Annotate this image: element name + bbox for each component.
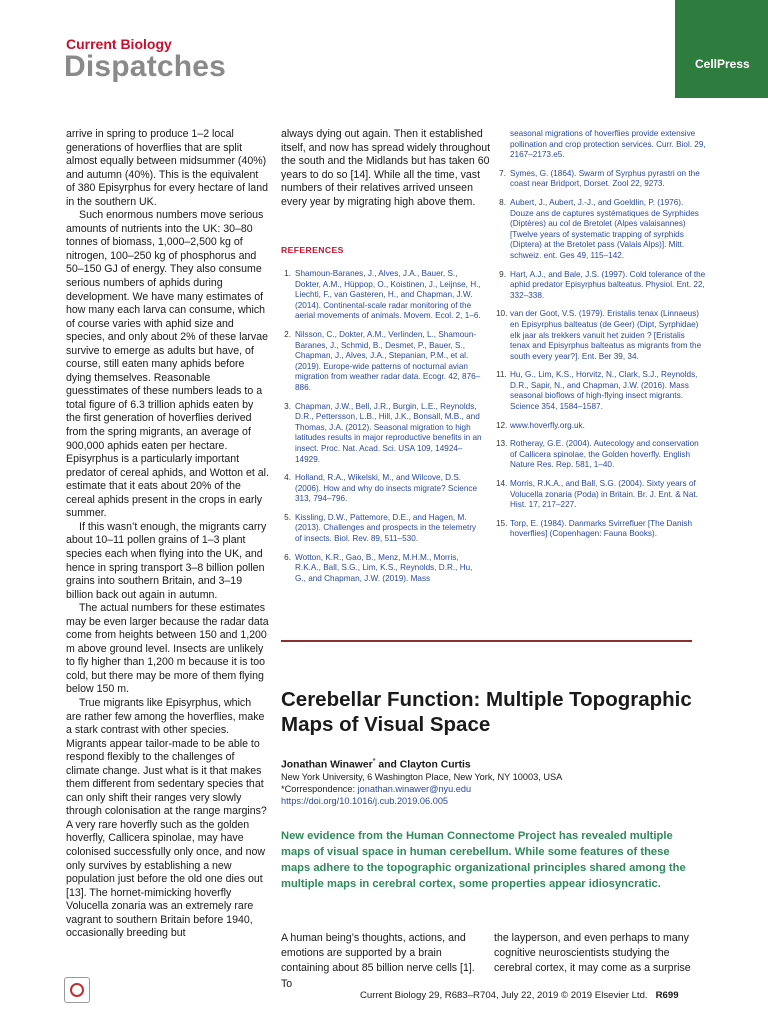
reference-item[interactable] <box>281 269 485 322</box>
correspondence-mark[interactable]: * <box>372 758 376 765</box>
reference-text: Rotheray, G.E. (2004). Autecology and conservation of Callicera spinolae, the Golden hoverfly. English Nature Res. Rep. 581, 1–40. <box>510 439 699 470</box>
section-title: Dispatches <box>64 50 227 83</box>
reference-text: Morris, R.K.A., and Ball, S.G. (2004). Sixty years of Volucella zonaria (Poda) in Britain. Br. J. Ent. & Nat. Hist. 17, 217–227. <box>510 479 698 510</box>
publisher-badge[interactable] <box>675 0 768 98</box>
reference-item[interactable] <box>281 513 485 545</box>
reference-number <box>496 129 510 161</box>
reference-number: 1. <box>284 269 291 278</box>
article-affiliation <box>281 772 562 807</box>
reference-text: Hart, A.J., and Bale, J.S. (1997). Cold tolerance of the aphid predator Episyrphus balteatus. Physiol. Ent. 22, 332–338. <box>510 269 706 300</box>
references-heading: REFERENCES <box>281 245 344 255</box>
reference-item[interactable] <box>496 198 706 262</box>
publisher-name: CellPress <box>695 57 750 71</box>
doi-link[interactable]: https://doi.org/10.1016/j.cub.2019.06.005 <box>281 795 449 806</box>
reference-number: 6. <box>284 552 291 562</box>
reference-text: Wotton, K.R., Gao, B., Menz, M.H.M., Morris, R.K.A., Ball, S.G., Lim, K.S., Reynolds, D.R., Hu, G., and Chapman, J.W. (2019). Mass <box>295 552 473 583</box>
crossmark-icon[interactable] <box>64 977 90 1003</box>
reference-number: 13. <box>496 439 508 449</box>
reference-text: Hu, G., Lim, K.S., Horvitz, N., Clark, S.J., Reynolds, D.R., Sapir, N., and Chapman, J.W. (2016). Mass seasonal bioflows of high-flying insect migrants. Science 354, 1584–1587. <box>510 370 698 412</box>
reference-text: Kissling, D.W., Pattemore, D.E., and Hagen, M. (2013). Challenges and prospects in the telemetry of insects. Biol. Rev. 89, 511–530. <box>295 512 477 544</box>
reference-item[interactable] <box>496 421 706 432</box>
paragraph: True migrants like Episyrphus, which are rather few among the hoverflies, make a stark contrast with other species. Migrants appear tailor-made to be able to respond flexibly to the challenges of climate change. Just what is it that makes them different from sedentary species that can only shift their ranges very slowly through colonisation at the range margins? A very rare hoverfly such as the golden hoverfly, Callicera spinolae, may have colonised successfully only once, and now only survives by establishing a new population just before the old one dies out [13]. The hornet-mimicking hoverfly Volucella zonaria was an extremely rare vagrant to southern Britain before 1940, occasionally breeding but <box>66 696 267 940</box>
reference-item[interactable] <box>496 309 706 362</box>
paragraph: arrive in spring to produce 1–2 local generations of hoverflies that are split almost equally between midsummer (40%) and autumn (40%). This is the equivalent of 380 Episyrphus for every hectare of land in the southern UK. <box>66 128 268 208</box>
reference-number: 4. <box>284 473 291 483</box>
reference-text: Shamoun-Baranes, J., Alves, J.A., Bauer, S., Dokter, A.M., Hüppop, O., Koistinen, J., Leijnse, H., Liechti, F., van Gasteren, H., and Chapman, J.W. (2014). Continental-scale radar monitoring of the aerial movements of animals. Movem. Ecol. 2, 1–6. <box>295 269 481 321</box>
crossmark-circle <box>70 983 84 997</box>
reference-number: 9. <box>499 269 506 279</box>
author-name: Jonathan Winawer <box>281 759 373 771</box>
reference-item[interactable] <box>496 370 706 412</box>
reference-text: Torp, E. (1984). Danmarks Svirrefluer [The Danish hoverflies] (Copenhagen: Fauna Books). <box>510 518 693 539</box>
reference-item[interactable] <box>496 129 706 161</box>
reference-item[interactable] <box>281 330 485 394</box>
paragraph: If this wasn’t enough, the migrants carry about 10–11 pollen grains of 1–3 plant species each when flying into the UK, and hence in spring transport 3–8 billion pollen grains into southern Britain, and 3–19 billion back out again in autumn. <box>66 520 267 601</box>
reference-number: 7. <box>499 168 506 178</box>
reference-item[interactable] <box>496 169 706 190</box>
reference-text: Holland, R.A., Wikelski, M., and Wilcove, D.S. (2006). How and why do insects migrate? Science 313, 794–796. <box>295 473 478 504</box>
reference-number: 5. <box>284 512 291 522</box>
correspondence-email-link[interactable]: jonathan.winawer@nyu.edu <box>357 783 472 794</box>
reference-text: Chapman, J.W., Bell, J.R., Burgin, L.E., Reynolds, D.R., Pettersson, L.B., Hill, J.K., Bonsall, M.B., and Thomas, J.A. (2012). Seasonal migration to high latitudes results in major reproductive benefits in an insect. Proc. Nat. Acad. Sci. USA 109, 14924–14929. <box>295 401 482 464</box>
reference-number: 11. <box>496 370 507 380</box>
reference-item[interactable] <box>496 519 706 540</box>
reference-number: 8. <box>499 197 506 207</box>
paragraph: always dying out again. Then it established itself, and now has spread widely throughout the south and the Midlands but has taken 60 years to do so [14]. While all the time, vast numbers of their relatives arrived unseen every year by migrating high above them. <box>281 128 491 208</box>
reference-item[interactable] <box>281 473 485 505</box>
journal-name: Current Biology <box>66 36 172 52</box>
reference-number: 10. <box>496 309 508 319</box>
reference-item[interactable] <box>496 270 706 302</box>
reference-number: 3. <box>284 401 291 411</box>
correspondence-line <box>281 784 562 796</box>
references-list-1 <box>281 269 485 584</box>
reference-number: 2. <box>284 329 291 339</box>
references-list-2 <box>496 129 706 540</box>
reference-text: Symes, G. (1864). Swarm of Syrphus pyrastri on the coast near Bridport, Dorset. Zool 22, 9273. <box>510 168 700 189</box>
article-body-column-2: the layperson, and even perhaps to many cognitive neuroscientists studying the cerebral cortex, it may come as a surprise <box>494 932 691 975</box>
reference-number: 14. <box>496 479 508 489</box>
reference-item[interactable] <box>496 439 706 471</box>
reference-item[interactable] <box>496 479 706 511</box>
article-abstract: New evidence from the Human Connectome Project has revealed multiple maps of visual space in human cerebellum. While some features of these maps adhere to the topographic organizational principles shared among the multiple maps in cerebral cortex, some properties appear idiosyncratic. <box>281 830 686 890</box>
reference-number: 15. <box>496 518 508 528</box>
article-body-column-1: A human being’s thoughts, actions, and emotions are supported by a brain containing about 85 billion nerve cells [1]. To <box>281 932 475 990</box>
paragraph: The actual numbers for these estimates may be even larger because the radar data come from heights between 150 and 1,200 m above ground level. Insects are unlikely to fly higher than 1,200 m because it is too cold, but there may be more of them flying below 150 m. <box>66 602 269 696</box>
article-title: Cerebellar Function: Multiple Topographic Maps of Visual Space <box>281 688 692 736</box>
section-divider <box>281 640 692 642</box>
reference-link[interactable]: www.hoverfly.org.uk. <box>510 420 585 430</box>
reference-text: Aubert, J., Aubert, J.-J., and Goeldlin, P. (1976). Douze ans de captures systématiques de Syrphides (Diptères) au col de Bretolet (Alpes valaisannes) [Twelve years of systematic trapping of syrphids (Diptera) at the Bretolet pass (Valais Alps)]. Mitt. schweiz. ent. Ges 49, 115–142. <box>510 197 699 260</box>
paragraph: Such enormous numbers move serious amounts of nutrients into the UK: 30–80 tonnes of biomass, 1,000–2,500 kg of nitrogen, 100–250 kg of phosphorus and 50–150 GJ of energy. They also consume serious numbers of aphids during development. We have many estimates of how many each larva can consume, which of course varies with aphid size and species, and only about 2% of these larvae survive to emerge as adults but have, of course, still eaten many aphids before dying themselves. Reasonable guesstimates of these numbers leads to a total figure of 6.3 trillion aphids eaten by the first generation of hoverflies derived from the spring migrants, an average of 900,000 aphids eaten per hectare. Episyrphus is a particularly important predator of cereal aphids, and Wotton et al. estimate that it eats about 20% of the cereal aphids present in the crops in early summer. <box>66 209 269 520</box>
footer-citation: Current Biology 29, R683–R704, July 22, 2019 © 2019 Elsevier Ltd. <box>360 990 648 1001</box>
reference-text: seasonal migrations of hoverflies provide extensive pollination and crop protection services. Curr. Biol. 29, 2167–2173.e5. <box>510 129 706 160</box>
reference-text: Nilsson, C., Dokter, A.M., Verlinden, L., Shamoun-Baranes, J., Schmid, B., Desmet, P., Bauer, S., Chapman, J., Alves, J.A., Stepanian, P.M., et al. (2019). Europe-wide patterns of nocturnal avian migration from weather radar data. Ecogr. 42, 876–886. <box>295 329 481 392</box>
correspondence-label: *Correspondence: <box>281 783 358 794</box>
page-number: R699 <box>655 990 679 1001</box>
left-column <box>66 128 269 941</box>
author-name: and Clayton Curtis <box>375 759 471 771</box>
middle-column <box>281 128 491 209</box>
affiliation-text: New York University, 6 Washington Place, New York, NY 10003, USA <box>281 772 563 782</box>
reference-item[interactable] <box>281 553 485 585</box>
reference-text: van der Goot, V.S. (1979). Eristalis tenax (Linnaeus) en Episyrphus balteatus (de Geer) (Dipt, Syrphidae) elk jaar als trekkers vanuit het zuiden ? [Eristalis tenax and Episyrphus balteatus as migrants from the south every year?]. Ent. Ber 39, 34. <box>510 309 702 361</box>
page-footer <box>360 990 679 1001</box>
reference-item[interactable] <box>281 402 485 466</box>
article-authors <box>281 758 471 770</box>
reference-number: 12. <box>496 420 508 430</box>
